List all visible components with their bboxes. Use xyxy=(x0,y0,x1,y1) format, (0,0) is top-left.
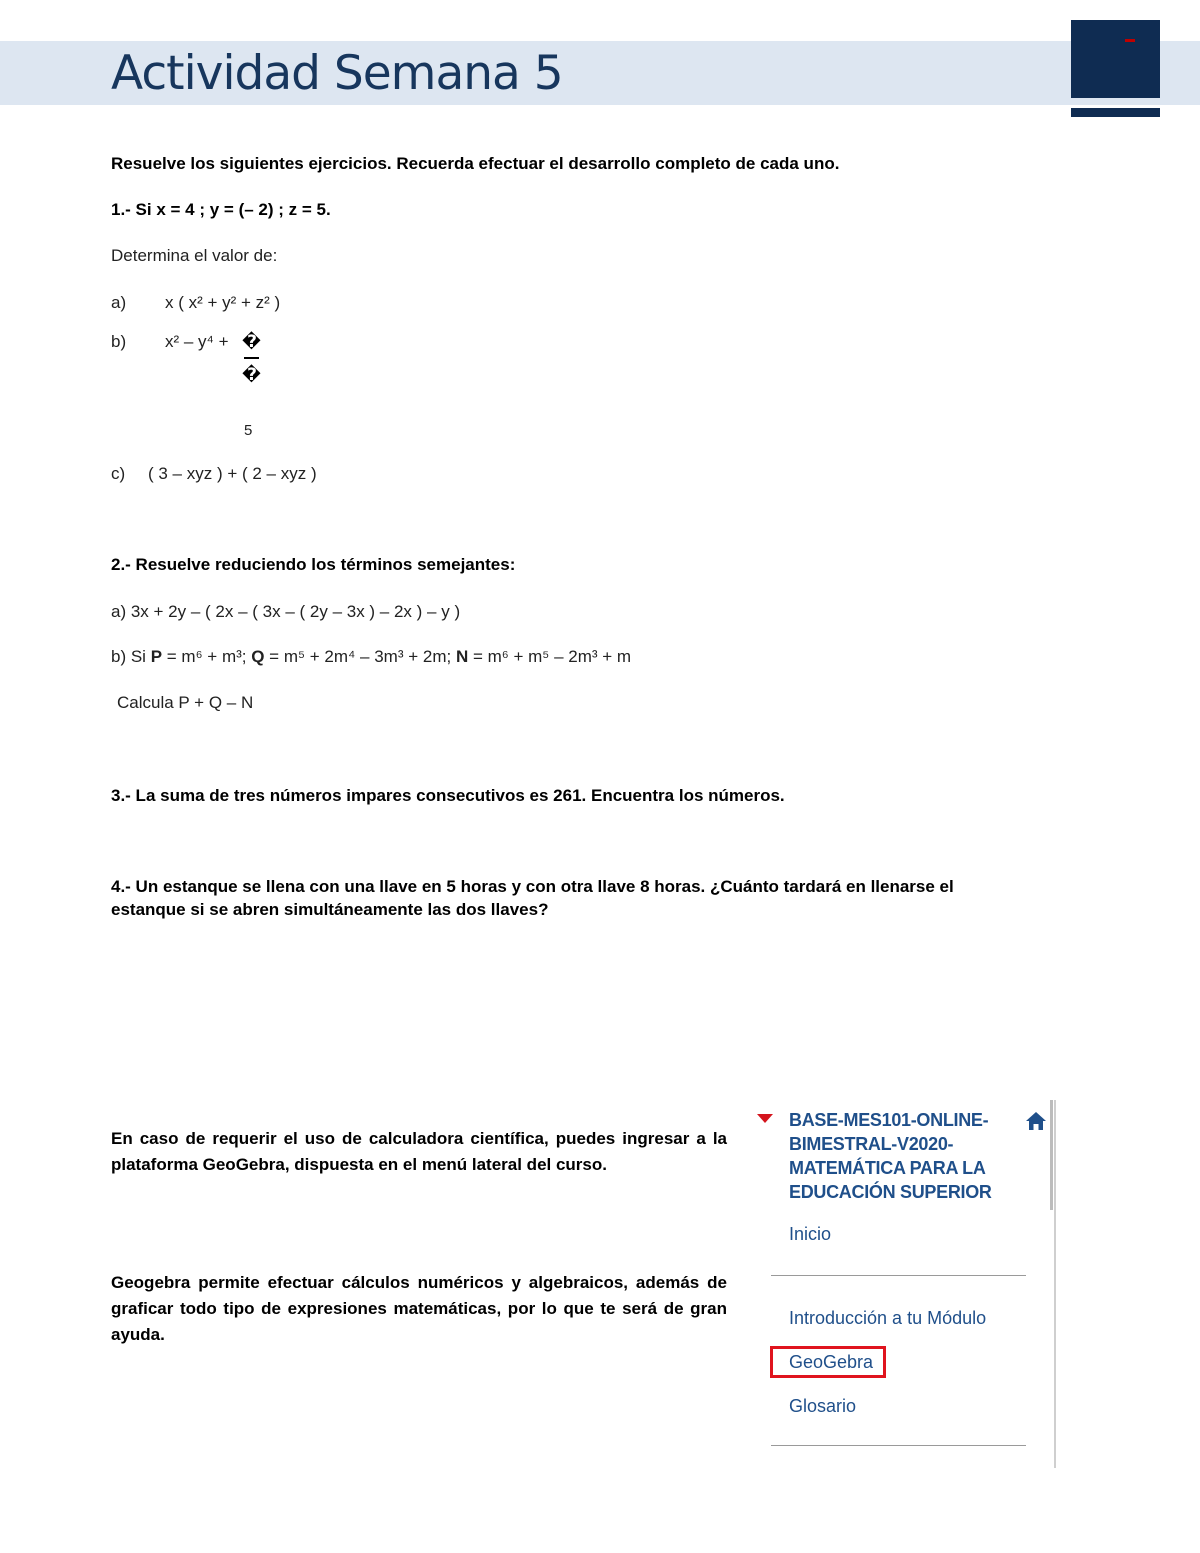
q3-heading: 3.- La suma de tres números impares consecutivos es 261. Encuentra los números. xyxy=(111,786,785,805)
sidebar-item-inicio[interactable]: Inicio xyxy=(789,1224,832,1244)
sidebar-item-glosario[interactable]: Glosario xyxy=(789,1396,857,1416)
q2-b-N: N xyxy=(455,647,469,666)
corner-bar xyxy=(1071,108,1160,117)
q1-b-extra: 5 xyxy=(244,422,253,439)
q1-b-fraction-denominator: � xyxy=(242,365,261,384)
corner-decoration xyxy=(1071,20,1160,98)
calculator-note: En caso de requerir el uso de calculadora científica, puedes ingresar a la plataforma GeoGebra, dispuesta en el menú lateral del curso. xyxy=(111,1129,727,1174)
sidebar-border xyxy=(1054,1100,1056,1468)
geogebra-note: Geogebra permite efectuar cálculos numéricos y algebraicos, además de graficar todo tipo de expresiones matemáticas, por lo que te será de gran ayuda. xyxy=(111,1273,727,1344)
fraction-bar xyxy=(244,357,259,359)
sidebar-item-introduccion[interactable]: Introducción a tu Módulo xyxy=(789,1308,987,1328)
q2-b-P: P xyxy=(150,647,163,666)
caret-down-icon[interactable] xyxy=(757,1114,773,1123)
q1-b-expression: x² – y⁴ + xyxy=(165,332,229,351)
q1-b-fraction-numerator: � xyxy=(242,332,261,351)
q2-b-N-eq: = m⁶ + m⁵ – 2m³ + m xyxy=(468,647,632,666)
q1-a-label: a) xyxy=(111,293,127,312)
q1-c-expression: ( 3 – xyz ) + ( 2 – xyz ) xyxy=(148,464,317,483)
q2-b-expression xyxy=(111,646,631,668)
corner-accent xyxy=(1125,39,1135,42)
q1-c-label: c) xyxy=(111,464,126,483)
page-title: Actividad Semana 5 xyxy=(111,46,563,101)
sidebar-divider xyxy=(771,1275,1026,1276)
q1-a-expression: x ( x² + y² + z² ) xyxy=(165,293,281,312)
q1-heading: 1.- Si x = 4 ; y = (– 2) ; z = 5. xyxy=(111,200,331,219)
q1-prompt: Determina el valor de: xyxy=(111,246,278,265)
q2-b-prefix: b) Si xyxy=(111,647,151,666)
sidebar-item-geogebra[interactable]: GeoGebra xyxy=(789,1352,874,1372)
q2-b-Q: Q xyxy=(251,647,265,666)
q4-line2: estanque si se abren simultáneamente las dos llaves? xyxy=(111,900,549,919)
sidebar-divider-bottom xyxy=(771,1445,1026,1446)
q2-a-expression: a) 3x + 2y – ( 2x – ( 3x – ( 2y – 3x ) – 2x ) – y ) xyxy=(111,602,461,621)
q2-calc: Calcula P + Q – N xyxy=(117,693,254,712)
sidebar-scrollbar[interactable] xyxy=(1050,1100,1053,1210)
course-title[interactable]: BASE-MES101-ONLINE-BIMESTRAL-V2020-MATEMÁTICA PARA LA EDUCACIÓN SUPERIOR xyxy=(789,1110,992,1202)
instructions: Resuelve los siguientes ejercicios. Recuerda efectuar el desarrollo completo de cada uno. xyxy=(111,154,840,173)
q2-b-Q-eq: = m⁵ + 2m⁴ – 3m³ + 2m; xyxy=(264,647,456,666)
q4-line1: 4.- Un estanque se llena con una llave en 5 horas y con otra llave 8 horas. ¿Cuánto tardará en llenarse el xyxy=(111,877,954,896)
q1-b-label: b) xyxy=(111,332,127,351)
home-icon[interactable] xyxy=(1024,1110,1048,1132)
q2-heading: 2.- Resuelve reduciendo los términos semejantes: xyxy=(111,555,516,574)
q2-b-P-eq: = m⁶ + m³; xyxy=(162,647,252,666)
